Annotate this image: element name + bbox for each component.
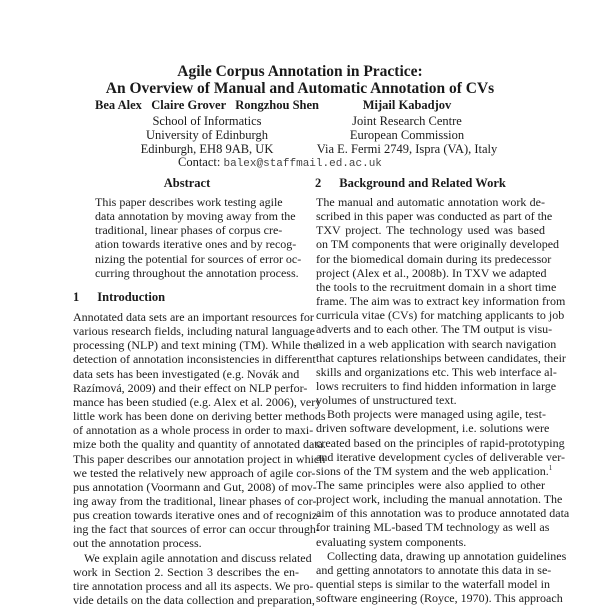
text-line: pus annotation (Voormann and Gut, 2008) of mov-	[73, 479, 317, 494]
affiliation-line: Via E. Fermi 2749, Ispra (VA), Italy	[316, 142, 498, 156]
text-line: out the annotation process.	[73, 536, 202, 551]
affiliation-line: European Commission	[349, 128, 465, 142]
text-line: evaluating system components.	[316, 534, 467, 549]
footnote-marker: 1	[548, 463, 553, 472]
text-line: ing the fact that sources of error can occur through-	[73, 522, 320, 537]
text-line: of annotation as a whole process in order to maxi-	[73, 423, 314, 438]
text-line: data annotation by moving away from the	[95, 209, 296, 224]
text-line: Collecting data, drawing up annotation guidelines	[327, 548, 567, 563]
text-line: and getting annotators to annotate this data in se-	[316, 562, 552, 577]
section-1-heading	[73, 290, 165, 305]
text-line: traditional, linear phases of corpus cre-	[95, 223, 283, 238]
text-line: created based on the principles of rapid-prototyping	[316, 435, 565, 450]
text-line: sions of the TM system and the web application.$^1$	[316, 463, 553, 478]
affiliation-line: University of Edinburgh	[146, 128, 268, 142]
text-line: the tools to the recruitment domain in a short time	[316, 279, 557, 294]
text-line: mance has been studied (e.g. Alex et al. 2006), very	[73, 394, 322, 409]
text-line: driven software development, i.e. solutions were	[316, 421, 550, 436]
text-line: software engineering (Royce, 1970). This approach	[316, 591, 563, 606]
text-line: quential steps is similar to the waterfall model in	[316, 577, 550, 592]
text-line: detection of annotation inconsistencies in different	[73, 352, 316, 367]
text-line: tire annotation process and all its aspects. We pro-	[73, 578, 314, 593]
text-line: ing away from the traditional, linear phases of cor-	[73, 493, 317, 508]
paper-title-line-1: Agile Corpus Annotation in Practice:	[177, 63, 423, 80]
author-names: Bea Alex Claire Grover Rongzhou Shen	[95, 98, 319, 112]
affiliation-line: School of Informatics	[152, 114, 262, 128]
text-line: for training ML-based TM technology as well as	[316, 520, 550, 535]
text-line: The manual and automatic annotation work de-	[316, 195, 545, 209]
text-line: curricula vitae (CVs) for matching applicants to job	[316, 308, 565, 323]
text-line: and iterative development cycles of deliverable ver-	[316, 449, 565, 464]
text-line: nizing the potential for sources of error oc-	[95, 251, 302, 266]
text-line: This paper describes our annotation project in which	[73, 451, 326, 466]
section-number: 2	[315, 176, 322, 190]
text-line: Both projects were managed using agile, test-	[327, 407, 546, 422]
text-line: vide details on the data collection and preparation,	[73, 593, 315, 607]
text-line: Annotated data sets are an important resources for	[73, 310, 314, 324]
text-line: skills and organizations etc. This web interface al-	[316, 364, 557, 379]
text-line: alized in a web application with search navigation	[316, 336, 557, 351]
text-line: ation towards iterative ones and by recog-	[95, 237, 297, 252]
text-line: adverts and to each other. The TM output is visu-	[316, 322, 553, 337]
text-line: pus creation towards iterative ones and of recogniz-	[73, 508, 322, 523]
contact-email[interactable]: balex@staffmail.ed.ac.uk	[223, 158, 382, 170]
text-line: scribed in this paper was conducted as part of the	[316, 209, 553, 224]
abstract-heading: Abstract	[163, 176, 211, 190]
section-2-heading	[315, 176, 506, 191]
text-line: for the biomedical domain during its predecessor	[316, 251, 552, 266]
text-line: This paper describes work testing agile	[95, 195, 283, 209]
text-line: project work, including the manual annotation. The	[316, 492, 563, 507]
text-line: little work has been done on deriving better methods	[73, 409, 326, 424]
author-names: Mijail Kabadjov	[362, 98, 452, 112]
text-line: mize both the quality and quantity of annotated data.	[73, 437, 326, 452]
text-line: frame. The aim was to extract key information from	[316, 294, 566, 309]
text-line: volumes of unstructured text.	[316, 393, 457, 408]
section-number: 1	[73, 290, 80, 304]
text-line: various research fields, including natural language	[73, 324, 315, 339]
affiliation-line: Joint Research Centre	[352, 114, 462, 128]
text-line: processing (NLP) and text mining (TM). While the	[73, 338, 319, 353]
text-line: curring throughout the annotation process.	[95, 265, 299, 280]
section-title: Introduction	[97, 290, 166, 304]
affiliation-line: Edinburgh, EH8 9AB, UK	[140, 142, 274, 156]
text-line: project (Alex et al., 2008b). In TXV we adapted	[316, 265, 547, 280]
section-title: Background and Related Work	[339, 176, 506, 190]
text-line: work in Section 2. Section 3 describes the en-	[73, 564, 299, 579]
text-line: data sets has been investigated (e.g. Novák and	[73, 366, 300, 381]
text-line: we tested the relatively new approach of agile cor-	[73, 465, 316, 480]
paper-title-line-2: An Overview of Manual and Automatic Annotation of CVs	[105, 80, 495, 97]
text-line: TXV project. The technology used was based	[316, 223, 545, 238]
text-line: that captures relationships between candidates, their	[316, 350, 566, 365]
contact-line	[178, 155, 382, 170]
text-line: on TM components that were originally developed	[316, 237, 560, 252]
text-line: The same principles were also applied to other	[316, 478, 545, 492]
text-line: aim of this annotation was to produce annotated data	[316, 506, 570, 521]
text-line: We explain agile annotation and discuss related	[84, 550, 312, 565]
contact-label: Contact:	[178, 155, 221, 169]
text-line: lows recruiters to find hidden information in large	[316, 378, 557, 393]
text-line: Razímová, 2009) and their effect on NLP perfor-	[73, 380, 308, 395]
